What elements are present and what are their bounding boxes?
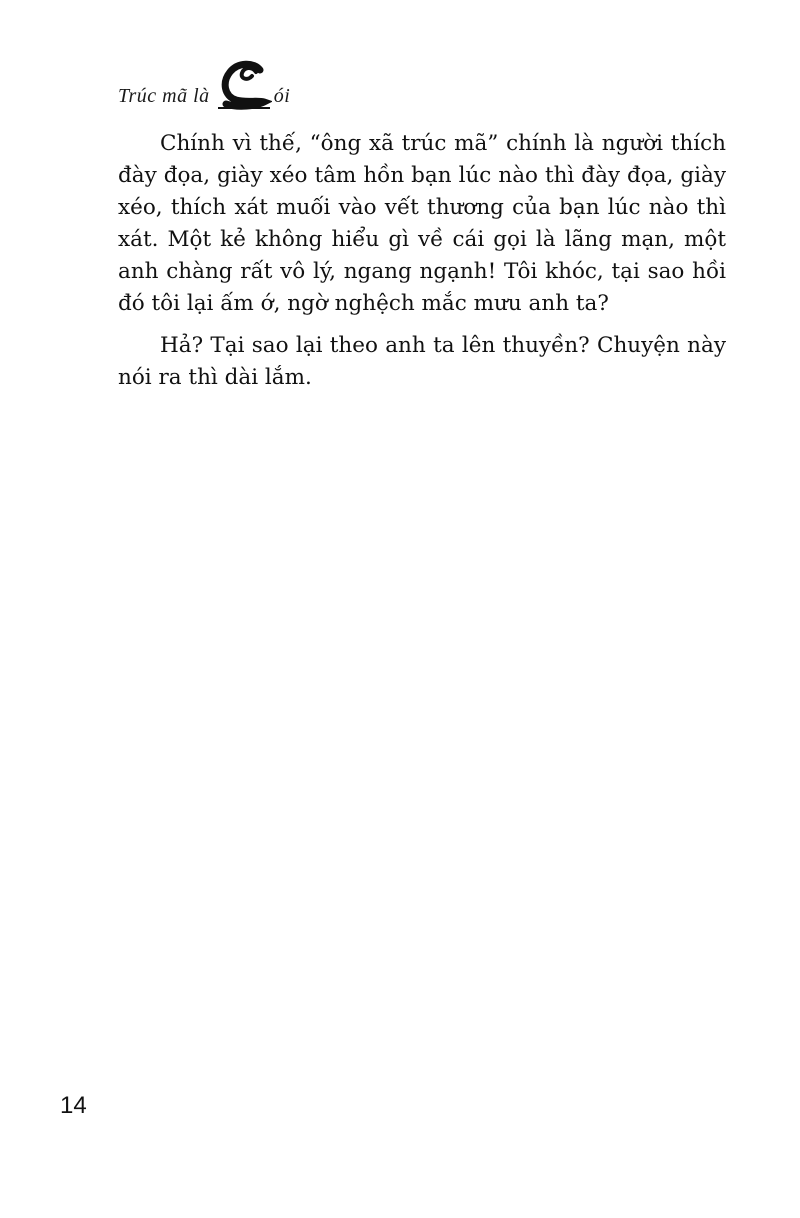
body-text [118,128,726,404]
header-title: Trúc mã là [118,85,210,107]
header-title-tail: ói [273,85,291,107]
page-number: 14 [60,1092,87,1119]
paragraph: Chính vì thế, “ông xã trúc mã” chính là người thích đày đọa, giày xéo tâm hồn bạn lúc nào thì đày đọa, giày xéo, thích xát muối vào vết thương của bạn lúc nào thì xát. Một kẻ không hiểu gì về cái gọi là lãng mạn, một anh chàng rất vô lý, ngang ngạnh! Tôi khóc, tại sao hồi đó tôi lại ấm ớ, ngờ nghệch mắc mưu anh ta? [118,131,726,316]
paragraph: Hả? Tại sao lại theo anh ta lên thuyền? Chuyện này nói ra thì dài lắm. [118,333,726,390]
decorative-initial-s-icon [216,56,272,112]
running-header [118,56,290,112]
